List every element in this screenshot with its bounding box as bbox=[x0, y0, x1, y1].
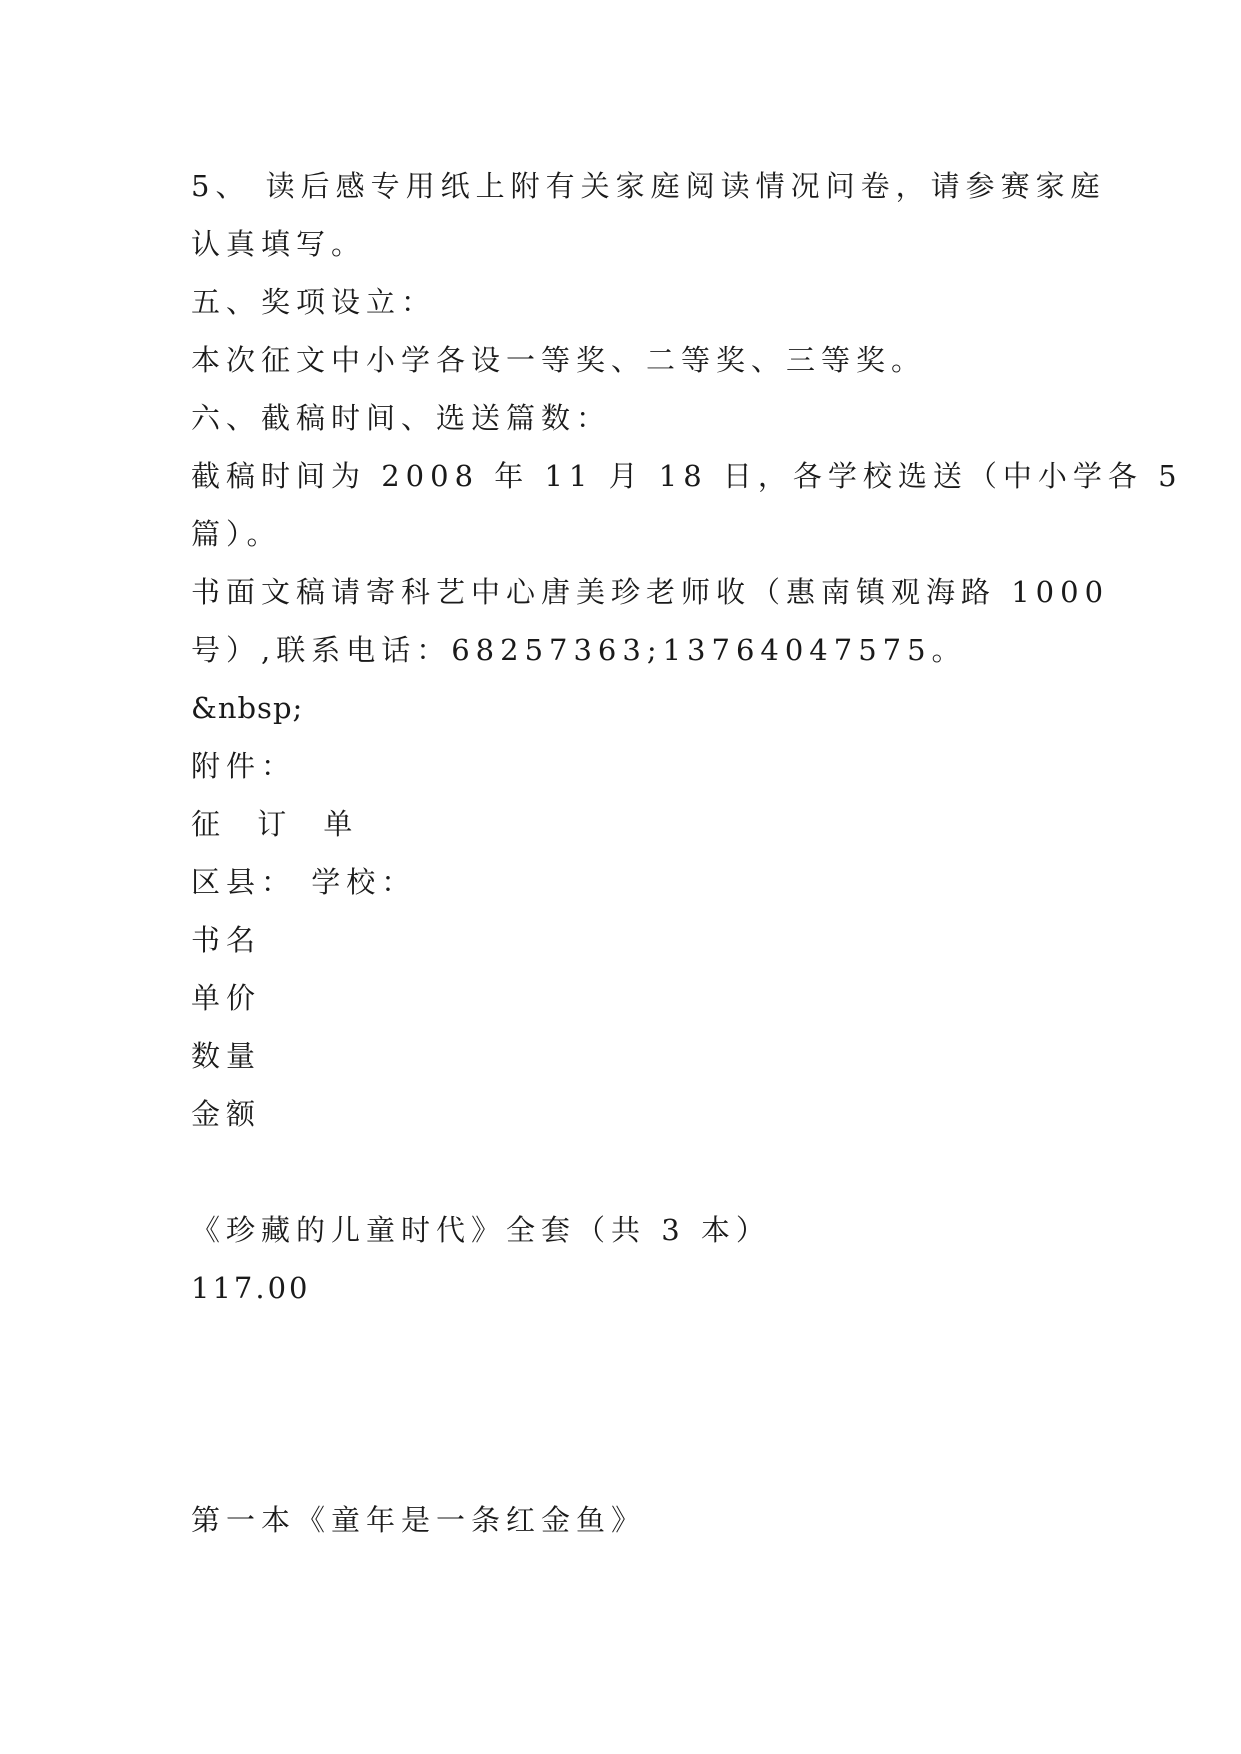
deadline-text-line-1: 截稿时间为 2008 年 11 月 18 日，各学校选送（中小学各 5 bbox=[191, 459, 1183, 493]
col-book-name: 书名 bbox=[191, 923, 262, 957]
book-one-title: 第一本《童年是一条红金鱼》 bbox=[191, 1503, 647, 1537]
attachment-label: 附件： bbox=[191, 749, 297, 783]
item-5-line-2: 认真填写。 bbox=[191, 227, 367, 261]
section-awards-heading: 五、奖项设立： bbox=[191, 285, 437, 319]
col-quantity: 数量 bbox=[191, 1039, 262, 1073]
item-5-line-1: 5、 读后感专用纸上附有关家庭阅读情况问卷，请参赛家庭 bbox=[191, 169, 1106, 203]
col-amount: 金额 bbox=[191, 1097, 262, 1131]
mailing-text-line-2: 号）,联系电话：68257363;13764047575。 bbox=[191, 633, 967, 667]
section-deadline-heading: 六、截稿时间、选送篇数： bbox=[191, 401, 612, 435]
district-school-line: 区县： 学校： bbox=[191, 865, 417, 899]
awards-text: 本次征文中小学各设一等奖、二等奖、三等奖。 bbox=[191, 343, 927, 377]
mailing-text-line-1: 书面文稿请寄科艺中心唐美珍老师收（惠南镇观海路 1000 bbox=[191, 575, 1110, 609]
col-unit-price: 单价 bbox=[191, 981, 262, 1015]
order-form-title: 征 订 单 bbox=[191, 807, 367, 841]
book-set-title: 《珍藏的儿童时代》全套（共 3 本） bbox=[191, 1213, 771, 1247]
nbsp-artifact: &nbsp; bbox=[191, 691, 304, 725]
deadline-text-line-2: 篇）。 bbox=[191, 517, 282, 551]
book-set-price: 117.00 bbox=[191, 1271, 311, 1305]
